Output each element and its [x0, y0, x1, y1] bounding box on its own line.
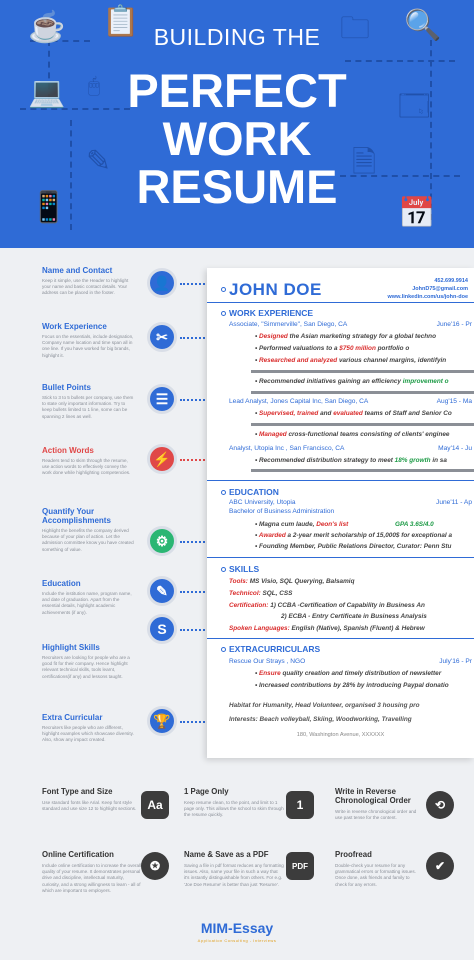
job2-bullet: • Managed cross-functional teams consisting of clients' enginee — [255, 431, 450, 438]
resume-address: 180, Washington Avenue, XXXXXX — [296, 732, 385, 738]
extra-bullet: • Ensure quality creation and timely distribution of newsletter — [255, 670, 442, 677]
job3-title: Analyst, Utopia Inc , San Francisco, CA — [229, 445, 345, 452]
decor-line — [345, 60, 455, 62]
tip-title: Extra Curricular — [42, 713, 103, 722]
job1-bullet: • Researched and analyzed various channel margins, identifyin — [255, 357, 447, 364]
laptop-icon: 💻 — [28, 76, 66, 109]
section-work-heading: WORK EXPERIENCE — [229, 308, 314, 318]
resume-divider — [207, 557, 474, 558]
extra-date: July'16 - Pr — [439, 658, 472, 665]
calendar-icon: 📅 — [398, 197, 436, 230]
extra-bullet: • Increased contributions by 28% by introducing Paypal donatio — [255, 682, 449, 689]
extra-interests: Interests: Beach volleyball, Skiing, Woodworking, Travelling — [229, 716, 412, 723]
tip-highlight-skills — [42, 643, 134, 680]
tip-title: Education — [42, 579, 81, 588]
tip-name-contact — [42, 266, 134, 297]
section-skills-heading: SKILLS — [229, 564, 260, 574]
gear-icon: ⚙ — [147, 526, 177, 556]
tip-one-page — [184, 787, 284, 819]
job1-bullet: • Designed the Asian marketing strategy for a global techno — [255, 333, 436, 340]
job1-bullet: • Recommended initiatives gaining an efficiency improvement o — [255, 378, 449, 385]
tip-education — [42, 579, 134, 616]
edu-school: ABC University, Utopia — [229, 499, 296, 506]
mouse-icon: 🖱 — [88, 75, 100, 97]
hero-title-line4: RESUME — [136, 160, 338, 213]
clipboard-icon: 📋 — [102, 5, 140, 38]
job3-date: May'14 - Ju — [438, 445, 472, 452]
extra-habitat: Habitat for Humanity, Head Volunteer, organised 3 housing pro — [229, 702, 420, 709]
coffee-cup-icon: ☕ — [28, 11, 66, 44]
folder-icon: 🗀 — [340, 12, 370, 45]
resume-divider — [207, 480, 474, 481]
tip-online-cert — [42, 850, 142, 894]
brand-tagline: Application Consulting - Interviews — [197, 938, 277, 943]
edu-bullet: • Founding Member, Public Relations Director, Curator: Penn Stu — [255, 543, 452, 550]
tip-bullet-points — [42, 383, 134, 420]
skill-certification: Certification: 1) CCBA -Certification of Capability in Business An — [229, 602, 425, 609]
tip-body: Focus on the essentials, include designation, Company name location and time span all in one line. If you have worked for big brands, highlight it. — [42, 334, 134, 358]
tip-font — [42, 787, 142, 812]
superman-icon: S — [147, 614, 177, 644]
certificate-icon: ✪ — [141, 852, 169, 880]
skill-certification-2: 2) ECBA - Entry Certificate in Business Analysis — [281, 613, 427, 620]
skill-technical: Technicol: SQL, CSS — [229, 590, 293, 597]
resume-phone: 452.699.9914 — [434, 278, 468, 284]
tip-proofread — [335, 850, 417, 888]
tip-title: Online Certification — [42, 850, 114, 859]
tip-title: 1 Page Only — [184, 787, 229, 796]
clock-reverse-icon: ⟲ — [426, 791, 454, 819]
tip-body: Highlight the benefits the company derived because of your plan of action. Let the admission committee know you have created something of value. — [42, 528, 134, 552]
font-size-icon: Aa — [141, 791, 169, 819]
job1-title: Associate, "Simmerville", San Diego, CA — [229, 321, 348, 328]
tip-title: Name and Contact — [42, 266, 113, 275]
section-extra-heading: EXTRACURRICULARS — [229, 644, 321, 654]
search-icon: 🔍 — [404, 9, 442, 42]
tip-body: Stick to 3 to 5 bullets per company, use them to state only important information. Try to keep bullets limited to 1 line, some can be spanning 2 lines as well. — [42, 395, 134, 419]
tip-body: Use standard fonts like Arial. Keep font style standard and use size 12 to highlight sections. — [42, 800, 137, 812]
tip-title: Font Type and Size — [42, 787, 113, 796]
pen-icon: ✎ — [86, 145, 112, 178]
tip-body: Saving a file in pdf format reduces any formatting issues. Also, name your file in such a way that it's instantly distinguishable from others. For e.g. 'Joe Doe Resume' is better than just 'Resume'. — [184, 863, 284, 887]
tip-body: Include the institution name, program name, and date of graduation. Apart from the essential details, highlight academic achievements (if any). — [42, 591, 132, 615]
tip-body: Write in reverse chronological order and use past tense for the content. — [335, 809, 417, 821]
person-icon: 👤 — [147, 268, 177, 298]
checkmark-icon: ✔ — [426, 852, 454, 880]
hero-title-line3: WORK — [162, 112, 312, 165]
resume-contact — [388, 277, 468, 301]
pdf-icon: PDF — [286, 852, 314, 880]
placeholder-bar — [251, 391, 474, 394]
job2-date: Aug'15 - Ma — [436, 398, 472, 405]
edu-date: June'11 - Ap — [436, 499, 472, 506]
tip-body: Recruiters are looking for people who are a good fit for their company. Hence highlight relevant technical skills, tools learnt, certifications(if any) and lessons taught. — [42, 655, 130, 679]
tip-reverse-chrono — [335, 787, 417, 821]
tip-quantify — [42, 507, 134, 553]
timeline-dot — [221, 287, 226, 292]
resume-linkedin: www.linkedin.com/us/john-doe — [387, 294, 468, 300]
tip-extra-curricular — [42, 713, 134, 744]
timeline-dot — [221, 567, 226, 572]
timeline-dot — [221, 490, 226, 495]
tip-title: Bullet Points — [42, 383, 91, 392]
tip-title: Proofread — [335, 850, 372, 859]
extra-title: Rescue Our Strays , NGO — [229, 658, 306, 665]
trophy-icon: 🏆 — [147, 706, 177, 736]
job1-bullet: • Performed valuations to a $750 million portfolio o — [255, 345, 410, 352]
lightning-icon: ⚡ — [147, 444, 177, 474]
hero-banner — [0, 0, 474, 248]
edu-bullet: • Magna cum laude, Deon's list GPA 3.6S/4.0 — [255, 521, 434, 528]
sample-resume — [207, 268, 474, 758]
tools-icon: ✂ — [147, 322, 177, 352]
resume-divider — [207, 302, 474, 303]
hero-title-line1: BUILDING THE — [153, 24, 321, 50]
tip-body: Readers tend to skim through the resume, use action words to effectively convey the work done while highlighting competencies. — [42, 458, 131, 476]
tip-body: Recruiters like people who are different, highlight examples which showcase diversity. Also, show any impact created. — [42, 725, 134, 743]
timeline-dot — [221, 647, 226, 652]
tip-action-words — [42, 446, 134, 477]
skill-languages: Spoken Languages: English (Native), Spanish (Fluent) & Hebrew — [229, 625, 425, 632]
tip-title: Action Words — [42, 446, 94, 455]
tip-title: Highlight Skills — [42, 643, 100, 652]
tip-body: Keep resume clean, to the point, and limit to 1 page only. This allows the school to skim through the resume quickly. — [184, 800, 284, 818]
tip-work-experience — [42, 322, 134, 359]
tip-body: Double-check your resume for any grammatical errors or formatting issues. Once done, ask friends and family to check for any errors. — [335, 863, 416, 887]
tip-pdf — [184, 850, 284, 888]
pencil-icon: ✎ — [147, 576, 177, 606]
page-icon: 1 — [286, 791, 314, 819]
resume-divider — [207, 638, 474, 639]
phone-icon: 📱 — [30, 191, 68, 224]
job3-bullet: • Recommended distribution strategy to meet 18% growth in sa — [255, 457, 447, 464]
resume-email: JohnD75@gmail.com — [412, 286, 468, 292]
timeline-dot — [221, 311, 226, 316]
job2-bullet: • Supervised, trained and evaluated teams of Staff and Senior Co — [255, 410, 452, 417]
skill-tools: Tools: MS Visio, SQL Querying, Balsamiq — [229, 578, 355, 585]
placeholder-bar — [251, 423, 474, 426]
placeholder-bar — [251, 370, 474, 373]
tip-body: Include online certification to increase the overall quality of your resume. It demonstrates personal drive and discipline, intellectual maturity, curiosity, and a strong willingness to learn - all of which are important to employers. — [42, 863, 142, 893]
tip-title: Name & Save as a PDF — [184, 850, 269, 859]
edu-bullet: • Awarded a 2-year merit scholarship of 15,000$ for exceptional a — [255, 532, 453, 539]
placeholder-bar — [251, 469, 474, 472]
tip-body: Keep it simple, use the Header to highlight your name and basic contact details. Your address can be placed in the footer. — [42, 278, 129, 296]
resume-name: JOHN DOE — [229, 280, 322, 299]
hero-title-line2: PERFECT — [127, 64, 347, 117]
section-education-heading: EDUCATION — [229, 487, 279, 497]
tip-title: Work Experience — [42, 322, 107, 331]
tip-title: Quantify Your Accomplishments — [42, 507, 111, 525]
browser-window-icon: 🗔 — [398, 90, 431, 123]
tip-title: Write in Reverse Chronological Order — [335, 787, 411, 805]
job1-date: June'16 - Pr — [436, 321, 472, 328]
job2-title: Lead Analyst, Jones Capital Inc, San Diego, CA — [229, 398, 369, 405]
document-icon: 🗎 — [352, 146, 377, 179]
edu-degree: Bachelor of Business Administration — [229, 508, 335, 515]
list-icon: ☰ — [147, 384, 177, 414]
brand-logo: MIM-Essay — [200, 920, 274, 936]
